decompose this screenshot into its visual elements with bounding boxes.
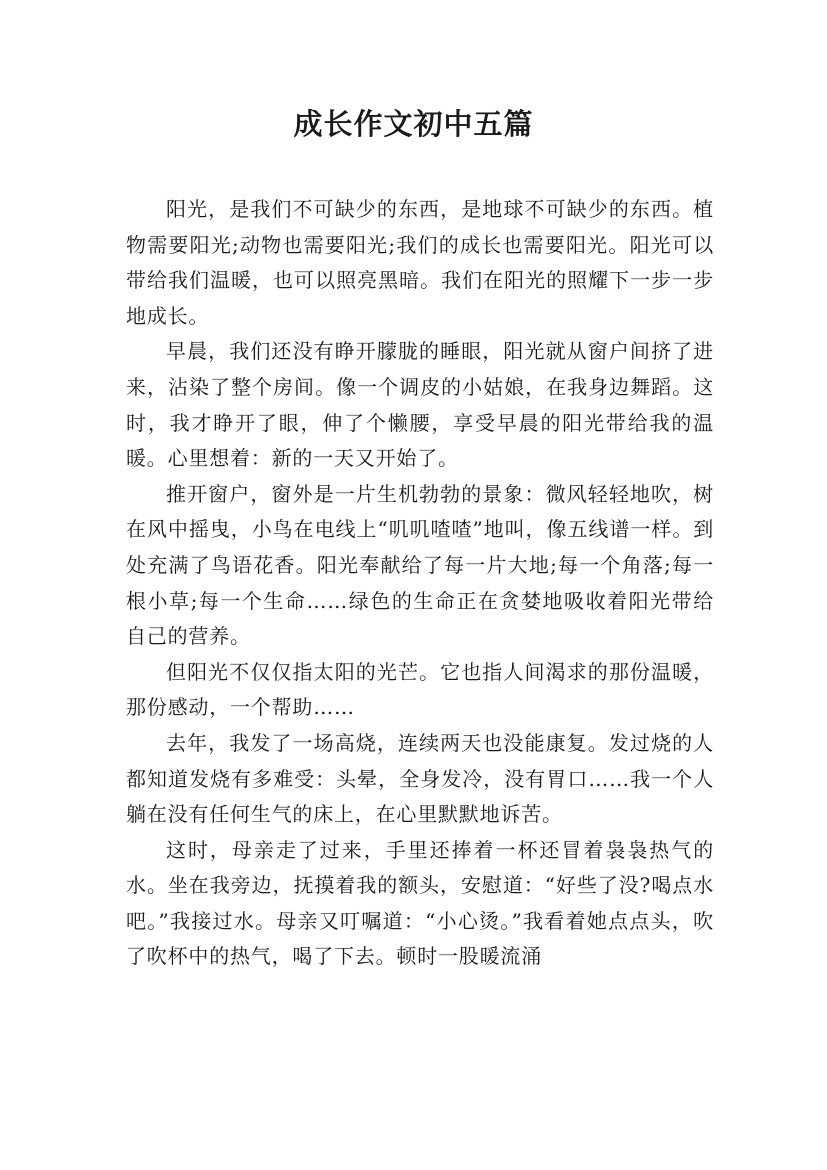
paragraph: 早晨，我们还没有睁开朦胧的睡眼，阳光就从窗户间挤了进来，沾染了整个房间。像一个调皮的小姑娘，在我身边舞蹈。这时，我才睁开了眼，伸了个懒腰，享受早晨的阳光带给我的温暖。心里想着：新的一天又开始了。 [126, 339, 714, 471]
document-body [126, 192, 714, 975]
paragraph: 去年，我发了一场高烧，连续两天也没能康复。发过烧的人都知道发烧有多难受：头晕，全身发冷，没有胃口……我一个人躺在没有任何生气的床上，在心里默默地诉苦。 [126, 730, 714, 827]
paragraph: 推开窗户，窗外是一片生机勃勃的景象：微风轻轻地吹，树在风中摇曳，小鸟在电线上“叽叽喳喳”地叫，像五线谱一样。到处充满了鸟语花香。阳光奉献给了每一片大地;每一个角落;每一根小草;每一个生命……绿色的生命正在贪婪地吸收着阳光带给自己的营养。 [126, 481, 714, 649]
paragraph: 但阳光不仅仅指太阳的光芒。它也指人间渴求的那份温暖，那份感动，一个帮助…… [126, 659, 714, 720]
document-title: 成长作文初中五篇 [293, 107, 534, 141]
paragraph: 阳光，是我们不可缺少的东西，是地球不可缺少的东西。植物需要阳光;动物也需要阳光;我们的成长也需要阳光。阳光可以带给我们温暖，也可以照亮黑暗。我们在阳光的照耀下一步一步地成长。 [126, 197, 714, 328]
paragraph: 这时，母亲走了过来，手里还捧着一杯还冒着袅袅热气的水。坐在我旁边，抚摸着我的额头，安慰道：“好些了没?喝点水吧。”我接过水。母亲又叮嘱道：“小心烫。”我看着她点点头，吹了吹杯中的热气，喝了下去。顿时一股暖流涌 [126, 837, 714, 969]
